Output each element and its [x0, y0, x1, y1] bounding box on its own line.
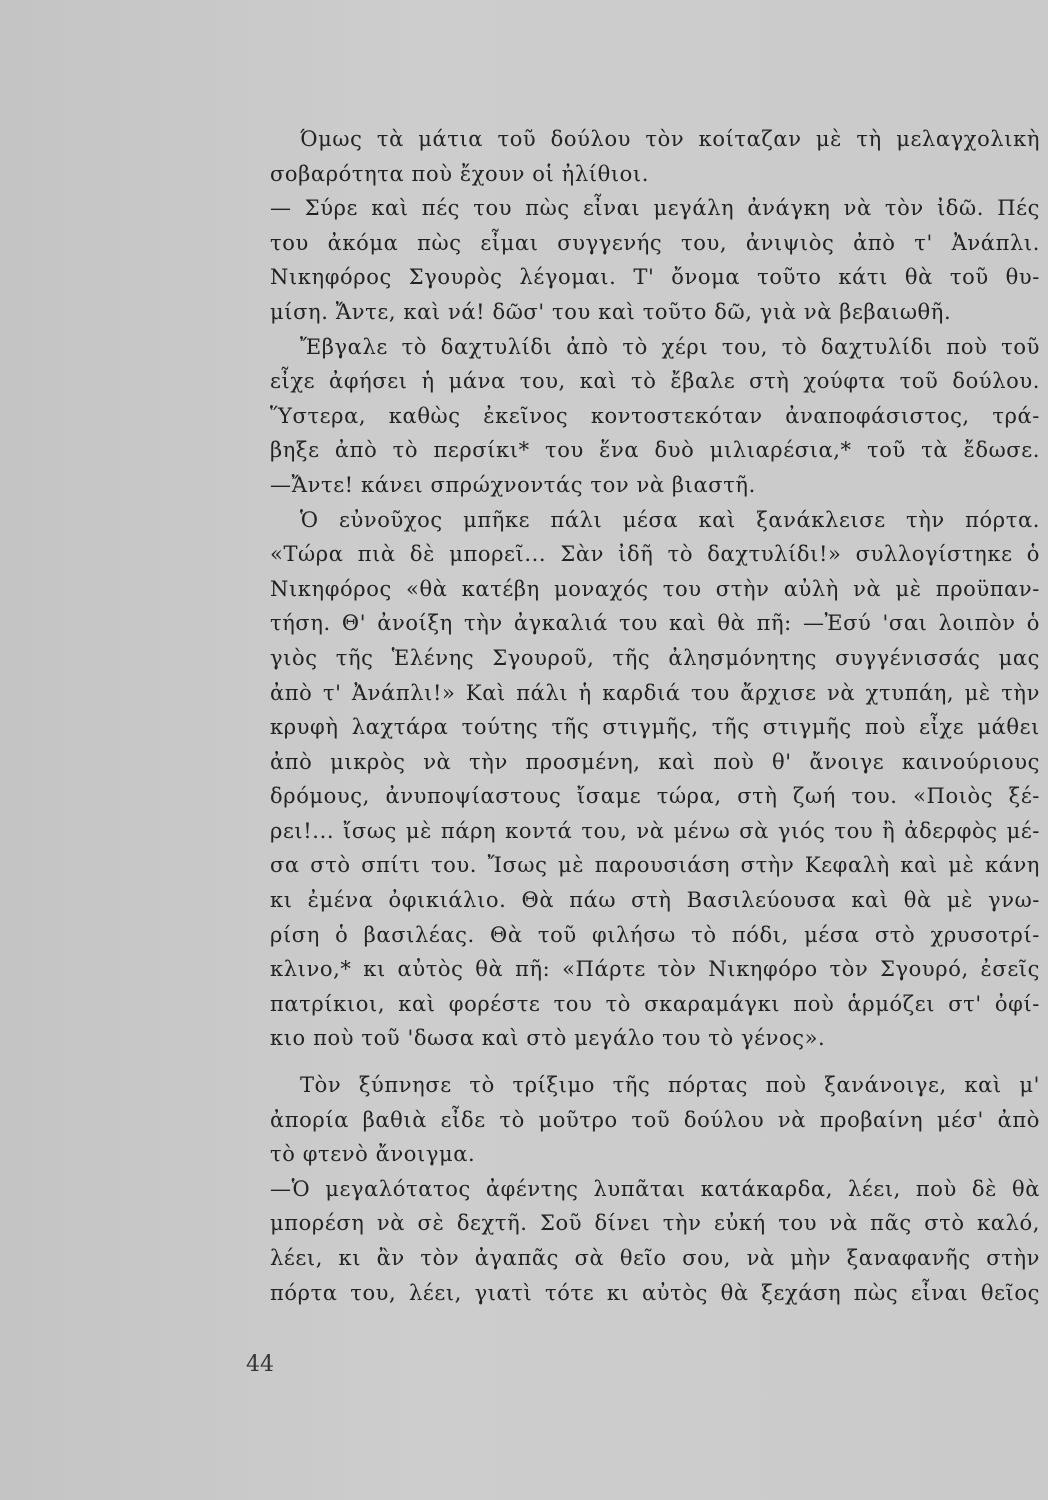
text-line: μπορέση νὰ σὲ δεχτῆ. Σοῦ δίνει τὴν εὐκή του νὰ πᾶς στὸ καλό,	[270, 1211, 1040, 1236]
text-line: Νικηφόρος Σγουρὸς λέγομαι. Τ' ὄνομα τοῦτο κάτι θὰ τοῦ θυ-	[270, 265, 1040, 290]
text-line: Όμως τὰ μάτια τοῦ δούλου τὸν κοίταζαν μὲ τὴ μελαγχολικὴ	[300, 127, 1040, 151]
page-text	[270, 122, 1040, 1310]
text-line: — Σύρε καὶ πές του πὼς εἶναι μεγάλη ἀνάγκη νὰ τὸν ἰδῶ. Πές	[270, 196, 1040, 221]
text-line: ἀπὸ μικρὸς νὰ τὴν προσμένη, καὶ ποὺ θ' ἄνοιγε καινούριους	[270, 749, 1040, 774]
text-line: κι ἐμένα ὀφικιάλιο. Θὰ πάω στὴ Βασιλεύουσα καὶ θὰ μὲ γνω-	[270, 888, 1040, 913]
text-line: ρίση ὁ βασιλέας. Θὰ τοῦ φιλήσω τὸ πόδι, μέσα στὸ χρυσοτρί-	[270, 922, 1040, 947]
text-line: κιο ποὺ τοῦ 'δωσα καὶ στὸ μεγάλο του τὸ γένος».	[270, 1026, 826, 1051]
text-line: τήση. Θ' ἀνοίξη τὴν ἀγκαλιά του καὶ θὰ πῆ: —Ἐσύ 'σαι λοιπὸν ὁ	[270, 611, 1040, 636]
text-line: γιὸς τῆς Ἑλένης Σγουροῦ, τῆς ἀλησμόνητης συγγένισσάς μας	[270, 645, 1040, 670]
text-line: ρει!... ἴσως μὲ πάρη κοντά του, νὰ μένω σὰ γιός του ἢ ἀδερφὸς μέ-	[270, 818, 1040, 843]
text-line: ἀπὸ τ' Ἀνάπλι!» Καὶ πάλι ἡ καρδιά του ἄρχισε νὰ χτυπάη, μὲ τὴν	[270, 680, 1040, 705]
text-line: Ἔβγαλε τὸ δαχτυλίδι ἀπὸ τὸ χέρι του, τὸ δαχτυλίδι ποὺ τοῦ	[300, 334, 1040, 359]
text-line: εἶχε ἀφήσει ἡ μάνα του, καὶ τὸ ἔβαλε στὴ χούφτα τοῦ δούλου.	[270, 369, 1040, 394]
text-line: δρόμους, ἀνυποψίαστους ἴσαμε τώρα, στὴ ζωή του. «Ποιὸς ξέ-	[270, 784, 1040, 809]
text-line: —Ἄντε! κάνει σπρώχνοντάς τον νὰ βιαστῆ.	[270, 472, 756, 497]
text-line: μίση. Ἄντε, καὶ νά! δῶσ' του καὶ τοῦτο δῶ, γιὰ νὰ βεβαιωθῆ.	[270, 299, 952, 324]
text-line: λέει, κι ἂν τὸν ἀγαπᾶς σὰ θεῖο σου, νὰ μὴν ξαναφανῆς στὴν	[270, 1246, 1040, 1270]
text-line: σα στὸ σπίτι του. Ἴσως μὲ παρουσιάση στὴν Κεφαλὴ καὶ μὲ κάνη	[270, 853, 1040, 878]
text-line: Τὸν ξύπνησε τὸ τρίξιμο τῆς πόρτας ποὺ ξανάνοιγε, καὶ μ'	[300, 1073, 1040, 1098]
text-line: ἀπορία βαθιὰ εἶδε τὸ μοῦτρο τοῦ δούλου νὰ προβαίνη μέσ' ἀπὸ	[270, 1107, 1040, 1132]
text-line: κλινο,* κι αὐτὸς θὰ πῆ: «Πάρτε τὸν Νικηφόρο τὸν Σγουρό, ἐσεῖς	[270, 957, 1040, 982]
text-line: Ὕστερα, καθὼς ἐκεῖνος κοντοστεκόταν ἀναποφάσιστος, τρά-	[270, 403, 1040, 428]
text-line: —Ὁ μεγαλότατος ἀφέντης λυπᾶται κατάκαρδα, λέει, ποὺ δὲ θὰ	[270, 1176, 1040, 1201]
page-number: 44	[246, 1352, 274, 1377]
text-line: Νικηφόρος «θὰ κατέβη μοναχός του στὴν αὐλὴ νὰ μὲ προϋπαν-	[270, 576, 1040, 601]
text-line: του ἀκόμα πὼς εἶμαι συγγενής του, ἀνιψιὸς ἀπὸ τ' Ἀνάπλι.	[270, 230, 1040, 255]
text-line: βηξε ἀπὸ τὸ περσίκι* του ἕνα δυὸ μιλιαρέσια,* τοῦ τὰ ἔδωσε.	[270, 438, 1040, 463]
text-line: Ὁ εὐνοῦχος μπῆκε πάλι μέσα καὶ ξανάκλεισε τὴν πόρτα.	[300, 507, 1040, 532]
text-line: κρυφὴ λαχτάρα τούτης τῆς στιγμῆς, τῆς στιγμῆς ποὺ εἶχε μάθει	[270, 715, 1040, 740]
text-line: τὸ φτενὸ ἄνοιγμα.	[270, 1142, 476, 1167]
text-line: «Τώρα πιὰ δὲ μπορεῖ... Σὰν ἰδῆ τὸ δαχτυλίδι!» συλλογίστηκε ὁ	[270, 542, 1040, 567]
text-line: πατρίκιοι, καὶ φορέστε του τὸ σκαραμάγκι ποὺ ἁρμόζει στ' ὀφί-	[270, 991, 1040, 1016]
text-line: πόρτα του, λέει, γιατὶ τότε κι αὐτὸς θὰ ξεχάση πὼς εἶναι θεῖος	[270, 1280, 1040, 1305]
text-line: σοβαρότητα ποὺ ἔχουν οἱ ἠλίθιοι.	[270, 161, 649, 186]
